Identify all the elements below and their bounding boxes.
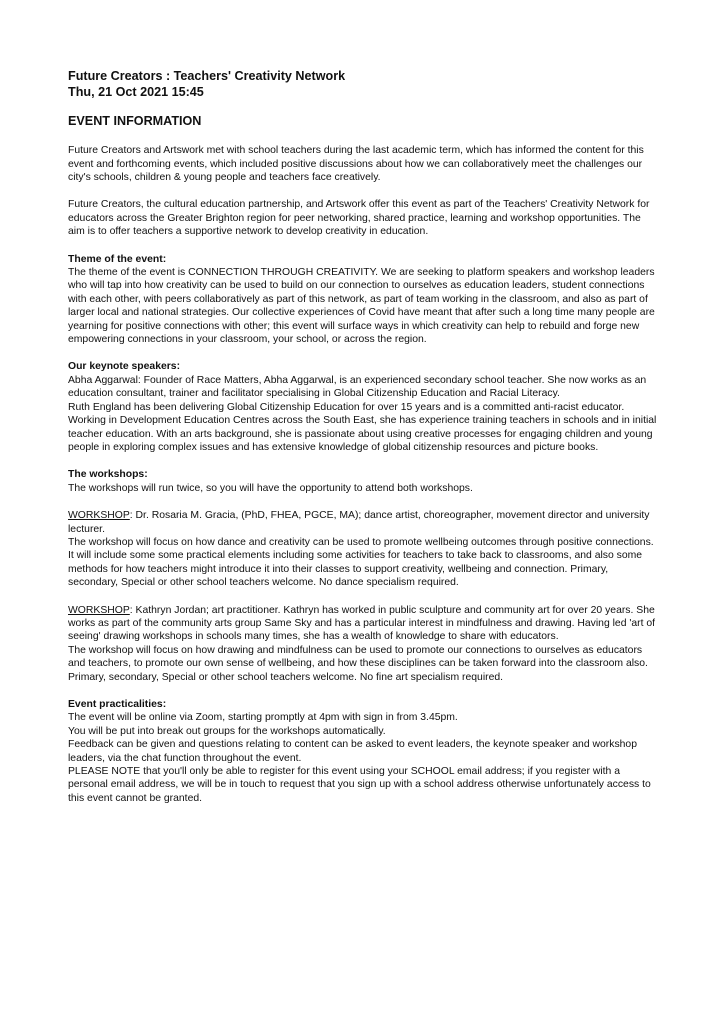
workshop-leader: : Kathryn Jordan; art practitioner. Kathryn has worked in public sculpture and community art for over 20 years. She works as part of the community arts group Same Sky and has a particular interest in mindfulness and drawing. Having led 'art of seeing' drawing workshops in schools many times, she has a wealth of knowledge to share with educators. [68, 604, 656, 643]
document-body [68, 69, 658, 819]
workshop-tag: WORKSHOP [68, 510, 130, 522]
theme-section [68, 253, 658, 347]
event-information-heading: EVENT INFORMATION [68, 114, 202, 129]
workshop-item [68, 509, 658, 589]
keynote-heading: Our keynote speakers: [68, 361, 181, 373]
workshops-intro: The workshops will run twice, so you will have the opportunity to attend both workshops. [68, 482, 473, 494]
event-title: Future Creators : Teachers' Creativity Network [68, 69, 346, 83]
workshops-heading: The workshops: [68, 469, 148, 481]
keynote-speaker-2: Ruth England has been delivering Global Citizenship Education for over 15 years and is a committed anti-racist educator. Working in Development Education Centres across the South East, she has experience training teachers in schools and in initial teacher education. With an arts background, she is passionate about using creative processes for engaging children and young people in exploring complex issues and has extensive knowledge of global citizenship resources and picture books. [68, 401, 657, 453]
practicalities-section [68, 698, 658, 805]
intro-paragraph-2: Future Creators, the cultural education partnership, and Artswork offer this event as part of the Teachers' Creativity Network for educators across the Greater Brighton region for peer networking, shared practice, learning and workshop opportunities. The aim is to offer teachers a supportive network to develop creativity in education. [68, 199, 650, 238]
practicalities-line: You will be put into break out groups for the workshops automatically. [68, 725, 386, 737]
practicalities-line: PLEASE NOTE that you'll only be able to register for this event using your SCHOOL email address; if you register with a personal email address, we will be in touch to request that you sign up with a school address otherwise unfortunately access to this event cannot be granted. [68, 766, 651, 804]
keynote-speaker-1: Abha Aggarwal: Founder of Race Matters, Abha Aggarwal, is an experienced secondary school teacher. She now works as an education consultant, trainer and facilitator specialising in Global Citizenship Education and Racial Literacy. [68, 374, 647, 400]
theme-body: The theme of the event is CONNECTION THROUGH CREATIVITY. We are seeking to platform speakers and workshop leaders who will tap into how creativity can be used to build on our connection to ourselves as education leaders, student connections with each other, with peers collaboratively as part of this network, as part of team working in the classroom, and also as part of larger local and national strategies. Our collective experiences of Covid have meant that after such a long time many people are yearning for positive connections with other; this event will surface ways in which creativity can help to rebuild and forge new empowering connections in your classroom, your school, or across the region. [68, 267, 655, 346]
workshop-item [68, 604, 658, 684]
theme-heading: Theme of the event: [68, 253, 167, 265]
event-datetime: Thu, 21 Oct 2021 15:45 [68, 84, 204, 99]
practicalities-heading: Event practicalities: [68, 699, 167, 710]
keynote-section [68, 360, 658, 454]
workshop-description: The workshop will focus on how dance and creativity can be used to promote wellbeing outcomes through positive connections. It will include some some practical elements including some activities for teachers to take back to classrooms, and also some methods for how teachers might introduce it into their classes to support creativity, wellbeing and connection. Primary, secondary, Special or other school teachers welcome. No dance specialism required. [68, 536, 654, 589]
practicalities-line: Feedback can be given and questions relating to content can be asked to event leaders, the keynote speaker and workshop leaders, via the chat function throughout the event. [68, 739, 637, 764]
workshop-leader: : Dr. Rosaria M. Gracia, (PhD, FHEA, PGCE, MA); dance artist, choreographer, movement director and university lecturer. [68, 510, 650, 535]
workshop-tag: WORKSHOP [68, 604, 130, 616]
workshops-section [68, 468, 658, 495]
intro-paragraph-1: Future Creators and Artswork met with school teachers during the last academic term, which has informed the content for this event and forthcoming events, which included positive discussions about how we can collaboratively meet the challenges our city's schools, children & young people and teachers face creatively. [68, 145, 644, 183]
workshop-description: The workshop will focus on how drawing and mindfulness can be used to promote our connections to ourselves as educators and teachers, to promote our own sense of wellbeing, and how these disciplines can be taken forward into the classroom also. Primary, secondary, Special or other school teachers welcome. No fine art specialism required. [68, 644, 648, 683]
practicalities-line: The event will be online via Zoom, starting promptly at 4pm with sign in from 3.45pm. [68, 712, 458, 724]
